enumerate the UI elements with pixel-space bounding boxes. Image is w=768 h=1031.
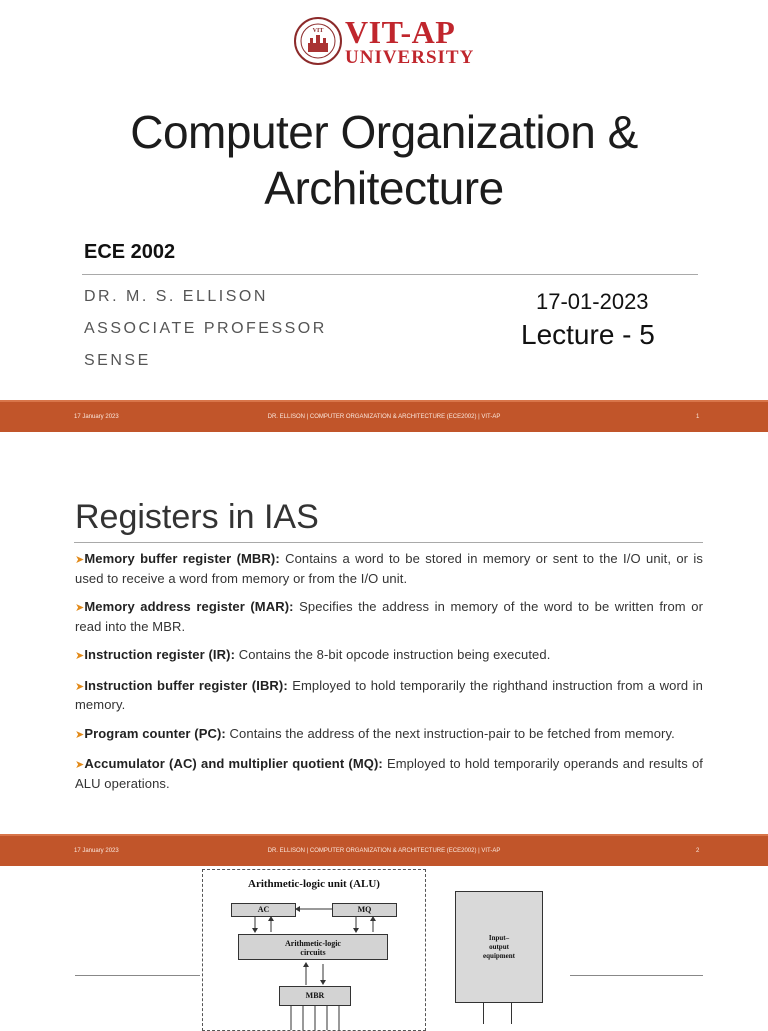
footer-page-number: 2 xyxy=(696,848,700,854)
bullet-text: Contains the 8-bit opcode instruction being executed. xyxy=(235,647,551,662)
divider xyxy=(82,274,698,275)
io-label xyxy=(456,934,542,961)
list-item xyxy=(75,646,703,666)
arrow-up-icon xyxy=(268,916,274,921)
logo-wordmark-top: VIT-AP xyxy=(345,14,456,50)
arrow-bullet-icon: ➤ xyxy=(75,728,85,741)
title-slide xyxy=(0,0,768,432)
bullet-term: Instruction register (IR): xyxy=(84,647,235,662)
list-item xyxy=(75,725,703,745)
ias-structure-slide xyxy=(0,866,768,1024)
arrow-down-icon xyxy=(252,928,258,933)
bullet-text: Specifies the address in memory of the word to be written from or read into the MBR. xyxy=(75,599,703,634)
university-seal-icon xyxy=(293,16,343,66)
bullet-term: Memory address register (MAR): xyxy=(84,599,294,614)
bullet-text: Employed to hold temporarily operands and results of ALU operations. xyxy=(75,756,703,791)
arrow-bullet-icon: ➤ xyxy=(75,554,85,566)
io-connector-line xyxy=(483,1003,484,1024)
footer-page-number: 1 xyxy=(696,414,700,420)
arrow-left-icon xyxy=(295,906,300,912)
bullet-list xyxy=(75,550,703,803)
title-line-1: Computer Organization & xyxy=(130,106,638,158)
title-line-2: Architecture xyxy=(264,162,504,214)
lecture-number: Lecture - 5 xyxy=(521,319,655,350)
bullet-text: Employed to hold temporarily the righthand instruction from a word in memory. xyxy=(75,677,703,712)
io-line-3: equipment xyxy=(483,952,515,960)
bullet-term: Instruction buffer register (IBR): xyxy=(84,677,288,693)
alc-line-1: Arithmetic-logic xyxy=(285,939,341,948)
io-line-1: Input– xyxy=(488,934,510,942)
arrow-down-icon xyxy=(353,928,359,933)
logo-wordmark-bottom: UNIVERSITY xyxy=(345,47,475,68)
slide-footer xyxy=(0,400,768,432)
footer-date: 17 January 2023 xyxy=(74,414,119,420)
io-line-2: output xyxy=(489,943,509,951)
arrow-bullet-icon: ➤ xyxy=(75,680,85,693)
alc-line-2: circuits xyxy=(300,948,326,957)
arrow-up-icon xyxy=(370,916,376,921)
ac-register: AC xyxy=(231,903,296,917)
list-item xyxy=(75,598,703,635)
arrow-up-icon xyxy=(303,962,309,967)
arrow-bullet-icon: ➤ xyxy=(75,759,85,771)
alu-diagram xyxy=(202,869,426,1031)
author-dept: SENSE xyxy=(84,352,151,369)
divider xyxy=(74,542,703,543)
list-item xyxy=(75,677,703,714)
bullet-term: Accumulator (AC) and multiplier quotient (MQ): xyxy=(84,756,383,771)
arrow-bullet-icon: ➤ xyxy=(75,602,85,614)
slide-footer xyxy=(0,834,768,866)
footer-text: DR. ELLISON | COMPUTER ORGANIZATION & ARCHITECTURE (ECE2002) | VIT-AP xyxy=(267,414,501,420)
footer-date: 17 January 2023 xyxy=(74,848,119,854)
mbr-register: MBR xyxy=(279,986,351,1006)
vit-ap-logo xyxy=(293,14,483,72)
alu-title: Arithmetic-logic unit (ALU) xyxy=(248,878,380,890)
io-connector-line xyxy=(511,1003,512,1024)
io-equipment-box xyxy=(455,891,543,1003)
course-code: ECE 2002 xyxy=(84,241,176,263)
bullet-term: Memory buffer register (MBR): xyxy=(84,551,280,566)
list-item xyxy=(75,755,703,792)
svg-text:VIT: VIT xyxy=(312,28,324,34)
mq-register: MQ xyxy=(332,903,397,917)
author-name: DR. M. S. ELLISON xyxy=(84,288,268,305)
arrow-bullet-icon: ➤ xyxy=(75,650,85,662)
divider-left xyxy=(75,975,200,976)
footer-text: DR. ELLISON | COMPUTER ORGANIZATION & ARCHITECTURE (ECE2002) | VIT-AP xyxy=(267,848,501,854)
registers-slide xyxy=(0,432,768,866)
divider-right xyxy=(570,975,703,976)
bullet-text: Contains a word to be stored in memory or sent to the I/O unit, or is used to receive a word from memory or from the I/O unit. xyxy=(75,551,703,586)
lecture-date: 17-01-2023 xyxy=(536,289,649,314)
list-item xyxy=(75,550,703,587)
slide-title xyxy=(40,104,728,216)
bullet-term: Program counter (PC): xyxy=(84,725,226,741)
alc-circuits-box xyxy=(238,934,388,960)
bullet-text: Contains the address of the next instruction-pair to be fetched from memory. xyxy=(225,725,675,741)
author-title: ASSOCIATE PROFESSOR xyxy=(84,320,327,337)
slide-title: Registers in IAS xyxy=(75,498,319,536)
arrow-down-icon xyxy=(320,980,326,985)
